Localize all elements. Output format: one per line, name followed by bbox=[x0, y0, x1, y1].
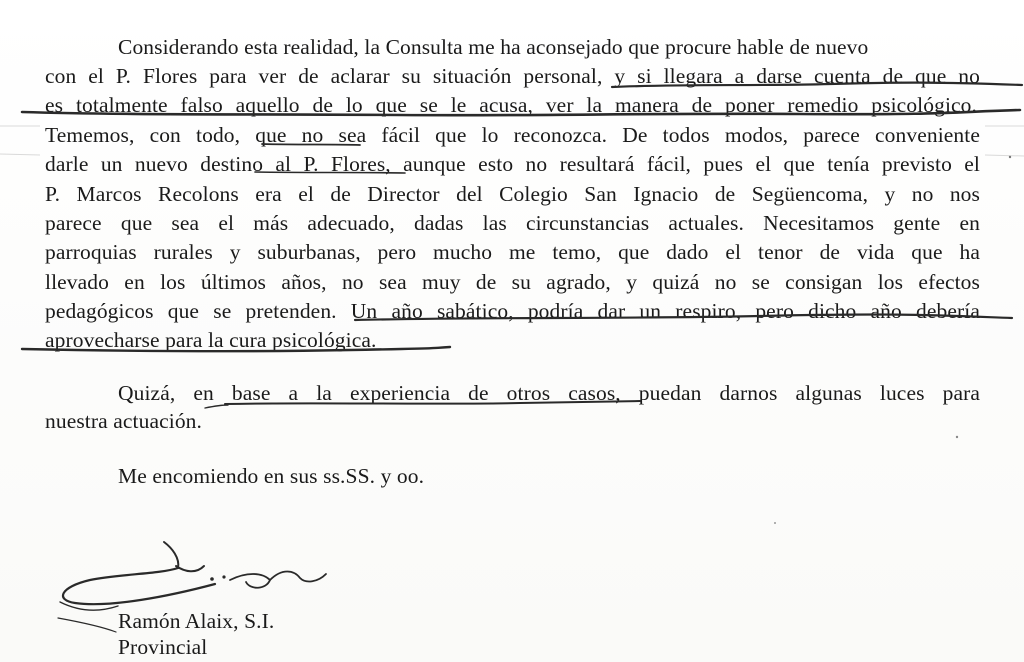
signature-dot bbox=[222, 575, 225, 578]
paragraph-1-line-6: P. Marcos Recolons era el de Director del Colegio San Ignacio de Següencoma, y no nos bbox=[45, 182, 980, 206]
paragraph-1-line-3: es totalmente falso aquello de lo que se le acusa, ver la manera de poner remedio psicológico. bbox=[45, 93, 977, 117]
paragraph-1-line-1: Considerando esta realidad, la Consulta me ha aconsejado que procure hable de nuevo bbox=[118, 35, 869, 59]
scan-speck bbox=[1009, 156, 1011, 158]
signatory-name: Ramón Alaix, S.I. bbox=[118, 609, 275, 633]
scan-speck bbox=[956, 436, 958, 438]
paragraph-1-line-10: pedagógicos que se pretenden. Un año sabático, podría dar un respiro, pero dicho año debería bbox=[45, 299, 980, 323]
signature-dot bbox=[210, 577, 214, 581]
paragraph-2-line-1: Quizá, en base a la experiencia de otros casos, puedan darnos algunas luces para bbox=[118, 381, 980, 405]
paragraph-2-line-2: nuestra actuación. bbox=[45, 409, 203, 433]
paragraph-1-line-2: con el P. Flores para ver de aclarar su situación personal, y si llegara a darse cuenta de que no bbox=[45, 64, 980, 88]
paragraph-1-line-4: Tememos, con todo, que no sea fácil que lo reconozca. De todos modos, parece conveniente bbox=[45, 123, 980, 147]
scan-streak bbox=[985, 155, 1024, 156]
paragraph-1-line-11: aprovecharse para la cura psicológica. bbox=[45, 328, 377, 352]
scan-speck bbox=[774, 522, 776, 524]
paragraph-1-line-5: darle un nuevo destino al P. Flores, aunque esto no resultará fácil, pues el que tenía previsto el bbox=[45, 152, 980, 176]
paragraph-1-line-8: parroquias rurales y suburbanas, pero mucho me temo, que dado el tenor de vida que ha bbox=[45, 240, 980, 264]
paragraph-1-line-7: parece que sea el más adecuado, dadas las circunstancias actuales. Necesitamos gente en bbox=[45, 211, 980, 235]
scan-streak bbox=[0, 154, 40, 155]
closing-line: Me encomiendo en sus ss.SS. y oo. bbox=[118, 464, 425, 488]
signatory-title: Provincial bbox=[118, 635, 208, 659]
paragraph-1-line-9: llevado en los últimos años, no sea muy de su agrado, y quizá no se consigan los efectos bbox=[45, 270, 980, 294]
